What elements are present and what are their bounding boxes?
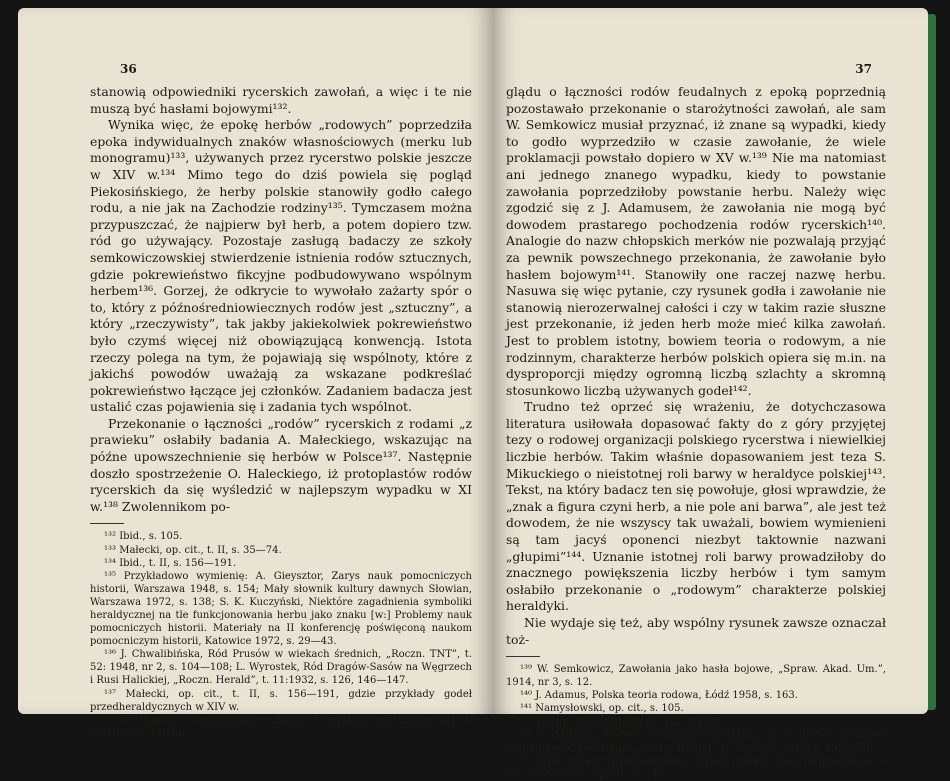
right-page bbox=[494, 8, 928, 780]
right-body-text bbox=[506, 84, 886, 648]
page-number-right: 37 bbox=[855, 62, 872, 76]
footnote-divider bbox=[90, 523, 124, 524]
footnote: ¹⁴¹ Namysłowski, op. cit., s. 105. bbox=[520, 703, 684, 715]
footnote: ¹³³ Małecki, op. cit., t. II, s. 35—74. bbox=[104, 544, 282, 556]
left-footnotes bbox=[90, 530, 472, 740]
footnote: ¹³⁴ Ibid., t. II, s. 156—191. bbox=[104, 557, 237, 569]
footnote: ¹⁴³ S. Mikucki, Barwa w heraldyce polskiej, cz. I: Herby rycerstwa zachodniego i polskiego, „Roczn. Herald.”, t. 9:1928—1929, s. 191—250. bbox=[506, 729, 886, 754]
footnote: ¹³⁹ W. Semkowicz, Zawołania jako hasła bojowe, „Spraw. Akad. Um.”, 1914, nr 3, s. 12. bbox=[506, 664, 886, 689]
paragraph: Wynika więc, że epokę herbów „rodowych” poprzedziła epoka indywidualnych znaków własnościowych (merku lub monogramu)¹³³, używanych przez rycerstwo polskie jeszcze w XIV w.¹³⁴ Mimo tego do dziś powiela się pogląd Piekosińskiego, że herby polskie stanowiły godło całego rodu, a nie jak na Zachodzie rodziny¹³⁵. Tymczasem można przypuszczać, że najpierw był herb, a potem dopiero tzw. ród go używający. Pozostaje zasługą badaczy ze szkoły semkowiczowskiej stwierdzenie istnienia rodów sztucznych, gdzie pokrewieństwo fikcyjne podbudowywano wspólnym herbem¹³⁶. Gorzej, że odkrycie to wywołało zażarty spór o to, który z późnośredniowiecznych rodów jest „sztuczny”, a który „rzeczywisty”, tak jakby jakiekolwiek pokrewieństwo było czymś więcej niż obowiązującą konwencją. Istota rzeczy polega na tym, że pojawiają się wspólnoty, które z jakichś powodów uważają za wskazane podkreślać pokrewieństwo łączące jej członków. Zadaniem badacza jest ustalić czas pojawienia się i zadania tych wspólnot. bbox=[90, 117, 472, 415]
footnote: ¹⁴² Tak np. u Gieysztora, op. cit., s. 154. bbox=[520, 716, 721, 728]
footnote: ¹³⁷ Małecki, op. cit., t. II, s. 156—191, gdzie przykłady godeł przedheraldycznych w XIV w. bbox=[90, 688, 472, 713]
footnote: ¹³⁸ O. Halecki, O początkach szlachty i heraldyki na Litwie, KH, t. 29:1915, s. 190 nn. bbox=[90, 714, 472, 739]
footnote: ¹³⁶ J. Chwalibińska, Ród Prusów w wiekach średnich, „Roczn. TNT”, t. 52: 1948, nr 2, s. 104—108; L. Wyrostek, Ród Dragów-Sasów na Węgrzech i Rusi Halickiej, „Roczn. Herald”, t. 11:1932, s. 126, 146—147. bbox=[90, 649, 472, 687]
book-edge bbox=[928, 14, 936, 710]
paragraph: stanowią odpowiedniki rycerskich zawołań, a więc i te nie muszą być hasłami bojowymi¹³². bbox=[90, 84, 472, 116]
right-footnotes bbox=[506, 663, 886, 781]
footnote-divider bbox=[506, 656, 540, 657]
footnote: ¹³² Ibid., s. 105. bbox=[104, 531, 183, 543]
paragraph: glądu o łączności rodów feudalnych z epoką poprzednią pozostawało przekonanie o starożytności zawołań, ale sam W. Semkowicz musiał przyznać, iż znane są wypadki, kiedy to godło wyprzedziło w czasie zawołanie, że wiele proklamacji powstało dopiero w XV w.¹³⁹ Nie ma natomiast ani jednego znanego wypadku, kiedy to powstanie zawołania poprzedziłoby powstanie herbu. Należy więc zgodzić się z J. Adamusem, że zawołania nie mogą być dowodem prastarego pochodzenia rodów rycerskich¹⁴⁰. Analogie do nazw chłopskich merków nie pozwalają przyjąć za pewnik powszechnego przekonania, że zawołanie było hasłem bojowym¹⁴¹. Stanowiły one raczej nazwę herbu. Nasuwa się więc pytanie, czy rysunek godła i zawołanie nie stanowią nierozerwalnej całości i czy w takim razie słuszne jest przekonanie, iż jeden herb może mieć kilka zawołań. Jest to problem istotny, bowiem teoria o rodowym, a nie rodzinnym, charakterze herbów polskich opiera się m.in. na dysproporcji między ogromną liczbą szlachty a skromną stosunkowo liczbą używanych godeł¹⁴². bbox=[506, 84, 886, 398]
footnote: ¹³⁵ Przykładowo wymienię: A. Gieysztor, Zarys nauk pomocniczych historii, Warszawa 1948, s. 154; Mały słownik kultury dawnych Słowian, Warszawa 1972, s. 138; S. K. Kuczyński, Niektóre zagadnienia symboliki heraldycznej na tle funkcjonowania herbu jako znaku [w:] Problemy nauk pomocniczych historii. Materiały na II konferencję poświęconą naukom pomocniczym historii, Katowice 1972, s. 29—43. bbox=[90, 570, 472, 648]
footnote: ¹⁴⁴ Idzie o utwór Orzechowskiego, Żywot i śmierć Jana Tarnowskiego — cyt. za: Mikucki, op. cit., s. 246. bbox=[506, 755, 886, 780]
paragraph: Nie wydaje się też, aby wspólny rysunek zawsze oznaczał toż- bbox=[506, 615, 886, 647]
paragraph: Przekonanie o łączności „rodów” rycerskich z rodami „z prawieku” osłabiły badania A. Małeckiego, wskazując na późne upowszechnienie się herbów w Polsce¹³⁷. Następnie doszło spostrzeżenie O. Haleckiego, iż protoplastów rodów rycerskich da się wyśledzić w najlepszym wypadku w XI w.¹³⁸ Zwolennikom po- bbox=[90, 415, 472, 514]
page-number-left: 36 bbox=[120, 62, 137, 76]
left-body-text bbox=[90, 84, 472, 515]
left-page bbox=[18, 8, 494, 739]
paragraph: Trudno też oprzeć się wrażeniu, że dotychczasowa literatura usiłowała dopasować fakty do z góry przyjętej tezy o rodowej organizacji polskiego rycerstwa i niewielkiej liczbie herbów. Takim właśnie dopasowaniem jest teza S. Mikuckiego o nieistotnej roli barwy w heraldyce polskiej¹⁴³. Tekst, na który badacz ten się powołuje, głosi wprawdzie, że „znak a figura czyni herb, a nie pole ani barwa”, ale jest też dowodem, że nie wszyscy tak uważali, bowiem wymienieni są tam jacyś oponenci niezbyt taktownie nazwani „głupimi”¹⁴⁴. Uznanie istotnej roli barwy prowadziłoby do znacznego powiększenia liczby herbów i tym samym osłabiło przekonanie o „rodowym” charakterze polskiej heraldyki. bbox=[506, 399, 886, 614]
footnote: ¹⁴⁰ J. Adamus, Polska teoria rodowa, Łódź 1958, s. 163. bbox=[520, 690, 798, 702]
